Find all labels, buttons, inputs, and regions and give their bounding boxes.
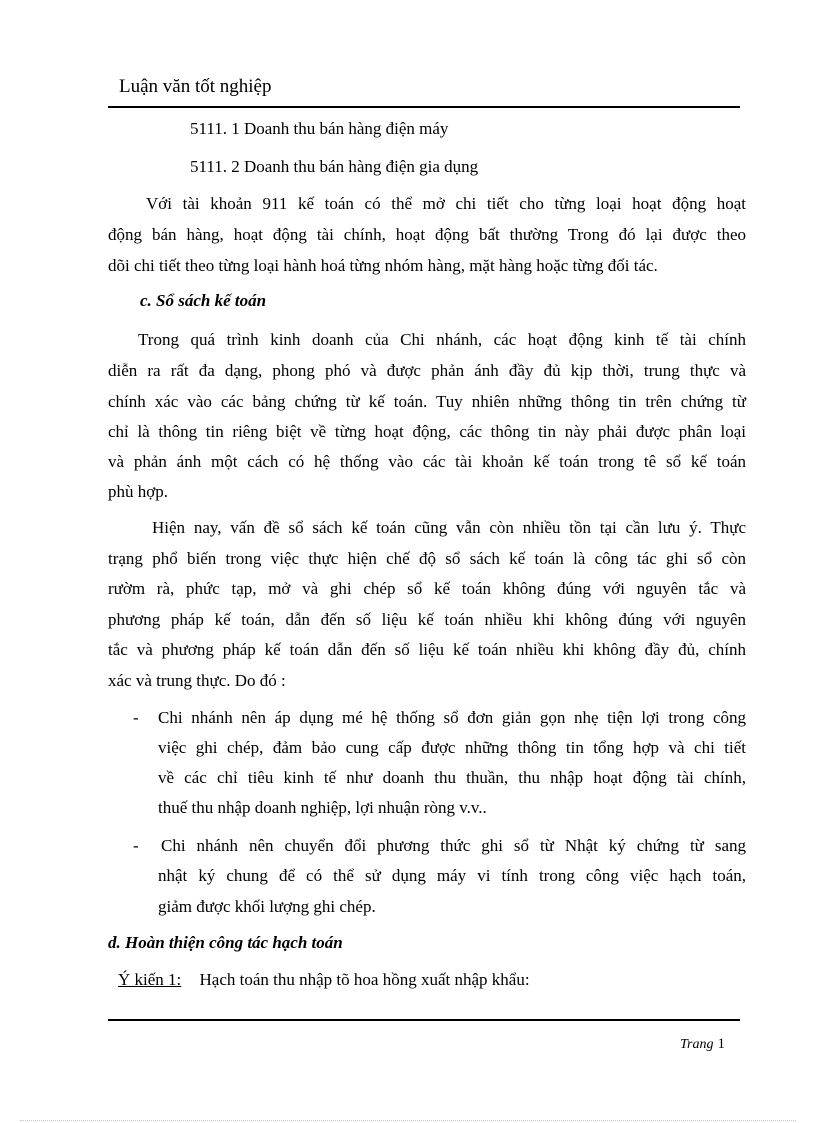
paragraph-911-line-1: Với tài khoản 911 kế toán có thể mở chi tiết cho từng loại hoạt động hoạt <box>146 194 746 213</box>
opinion-label: Ý kiến 1 <box>118 970 177 989</box>
paragraph-ledger-line-1: Trong quá trình kinh doanh của Chi nhánh, các hoạt động kinh tế tài chính <box>138 330 746 349</box>
paragraph-ledger-line-4: chỉ là thông tin riêng biệt về từng hoạt động, các thông tin này phải được phân loại <box>108 422 746 441</box>
paragraph-ledger-line-2: diễn ra rất đa dạng, phong phó và được phản ánh đầy đủ kịp thời, trung thực và <box>108 361 746 380</box>
section-heading-c: c. Sổ sách kế toán <box>140 291 267 310</box>
bullet-marker-1: - <box>133 708 139 727</box>
bullet-1-line-3: về các chỉ tiêu kinh tế như doanh thu thuần, thu nhập hoạt động tài chính, <box>158 768 746 787</box>
account-line-5111-1: 5111. 1 Doanh thu bán hàng điện máy <box>190 119 449 138</box>
bullet-2-line-2: nhật ký chung để có thể sử dụng máy vi tính trong công việc hạch toán, <box>158 866 746 885</box>
bullet-1-line-1: Chi nhánh nên áp dụng mé hệ thống sổ đơn giản gọn nhẹ tiện lợi trong công <box>158 708 746 727</box>
footer-page-word: Trang <box>680 1037 714 1052</box>
page-bottom-dotted-edge <box>20 1120 796 1121</box>
footer-page-number <box>680 1036 725 1053</box>
bullet-1-line-2: việc ghi chép, đảm bảo cung cấp được những thông tin tổng hợp và chi tiết <box>158 738 746 757</box>
paragraph-911-line-2: động bán hàng, hoạt động tài chính, hoạt động bất thường Trong đó lại được theo <box>108 225 746 244</box>
opinion-label-colon: : <box>176 970 182 989</box>
header-rule <box>108 106 740 108</box>
opinion-row <box>118 970 530 990</box>
paragraph-current-line-1: Hiện nay, vấn đề sổ sách kế toán cũng vẫn còn nhiều tồn tại cần lưu ý. Thực <box>152 518 746 537</box>
paragraph-911-line-3: dõi chi tiết theo từng loại hành hoá từng nhóm hàng, mặt hàng hoặc từng đối tác. <box>108 256 658 275</box>
paragraph-current-line-2: trạng phổ biến trong việc thực hiện chế độ sổ sách kế toán là công tác ghi sổ còn <box>108 549 746 568</box>
section-heading-d: d. Hoàn thiện công tác hạch toán <box>108 933 343 952</box>
paragraph-ledger-line-6: phù hợp. <box>108 482 168 501</box>
account-line-5111-2: 5111. 2 Doanh thu bán hàng điện gia dụng <box>190 157 479 176</box>
paragraph-current-line-3: rườm rà, phức tạp, mở và ghi chép sổ kế toán không đúng với nguyên tắc và <box>108 579 746 598</box>
footer-page-digit: 1 <box>717 1036 725 1052</box>
bullet-2-line-3: giảm được khối lượng ghi chép. <box>158 897 376 916</box>
opinion-text: Hạch toán thu nhập tõ hoa hồng xuất nhập khẩu: <box>199 970 530 989</box>
paragraph-ledger-line-3: chính xác vào các bảng chứng từ kế toán. Tuy nhiên những thông tin trên chứng từ <box>108 392 746 411</box>
paragraph-current-line-6: xác và trung thực. Do đó : <box>108 671 286 690</box>
footer-rule <box>108 1019 740 1021</box>
page-header-title: Luận văn tốt nghiệp <box>119 76 272 97</box>
paragraph-current-line-5: tắc và phương pháp kế toán dẫn đến số liệu kế toán nhiều khi không đầy đủ, chính <box>108 640 746 659</box>
paragraph-ledger-line-5: và phản ánh một cách có hệ thống vào các tài khoản kế toán trong tê sổ kế toán <box>108 452 746 471</box>
bullet-1-line-4: thuế thu nhập doanh nghiệp, lợi nhuận ròng v.v.. <box>158 798 487 817</box>
bullet-marker-2: - <box>133 836 139 855</box>
bullet-2-line-1: Chi nhánh nên chuyển đổi phương thức ghi sổ từ Nhật ký chứng từ sang <box>161 836 746 855</box>
paragraph-current-line-4: phương pháp kế toán, dẫn đến số liệu kế toán nhiều khi không đúng với nguyên <box>108 610 746 629</box>
